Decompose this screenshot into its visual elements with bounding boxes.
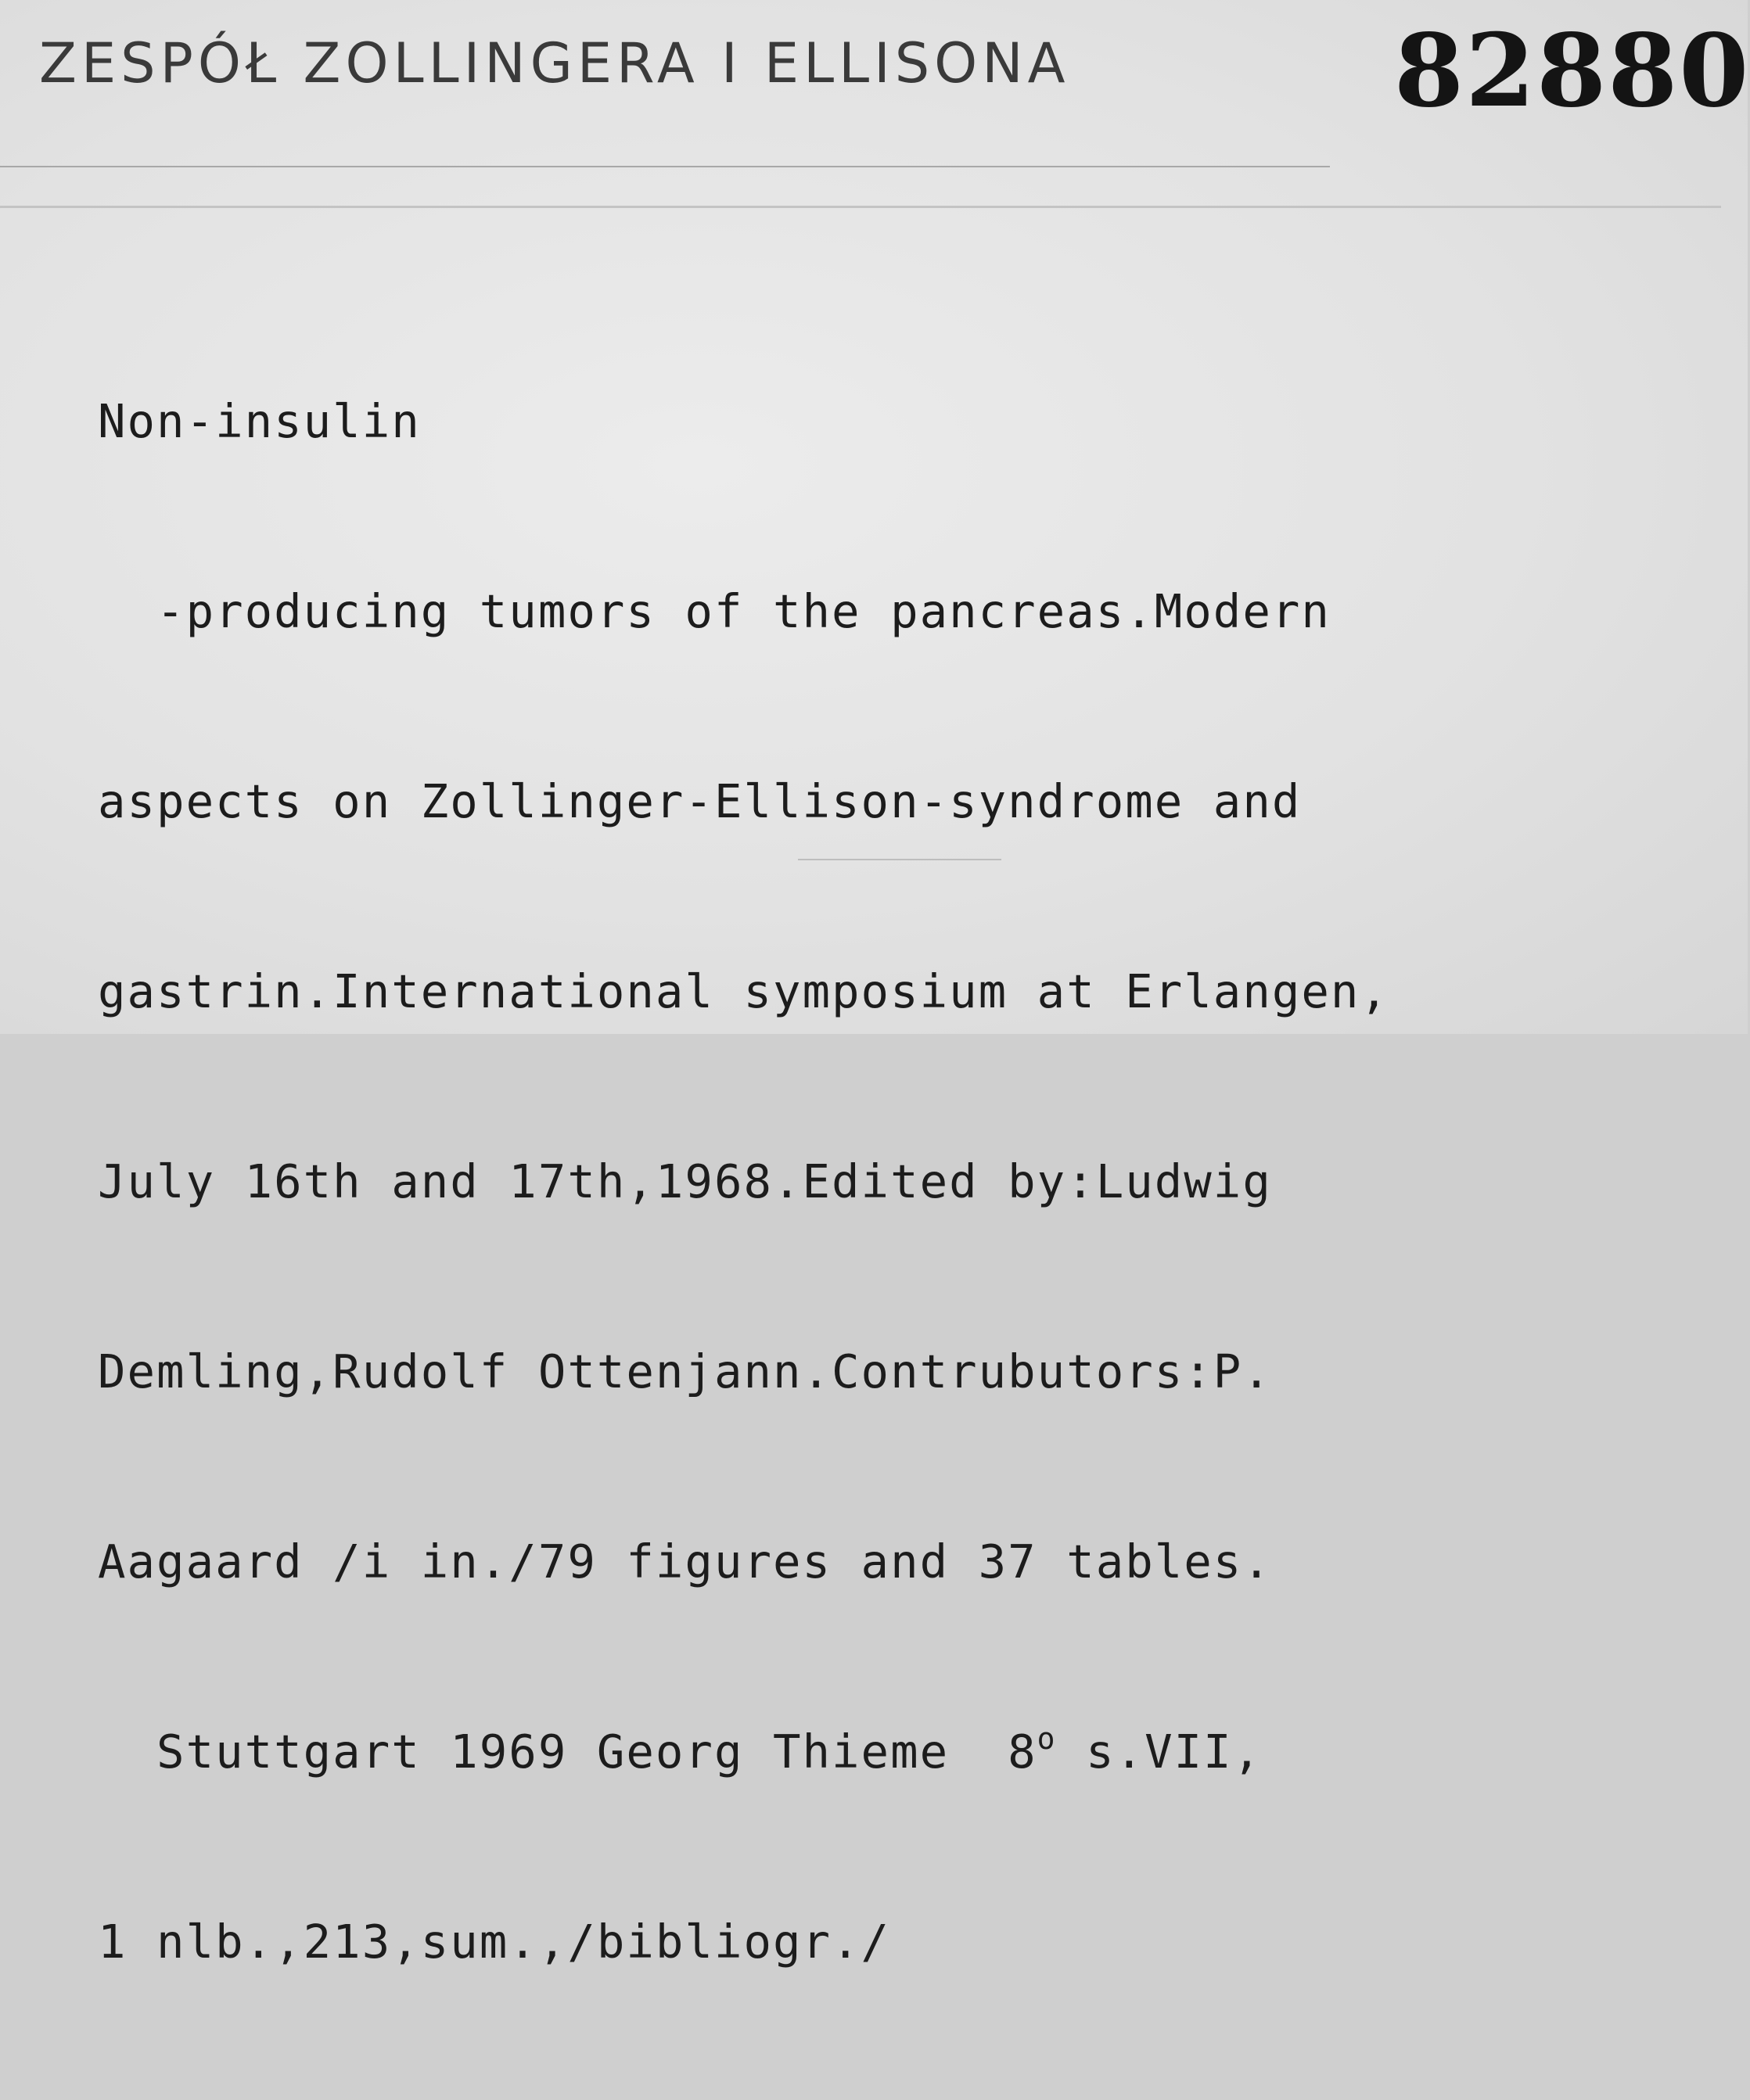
faint-divider-line: [0, 206, 1721, 208]
entry-line-6: Demling,Rudolf Ottenjann.Contrubutors:P.: [98, 1344, 1272, 1398]
entry-line-9: 1 nlb.,213,sum.,/bibliogr./: [98, 1915, 891, 1969]
subject-heading: ZESPÓŁ ZOLLINGERA I ELLISONA: [39, 31, 1070, 95]
format-superscript: o: [1037, 1721, 1057, 1756]
entry-line-2: -producing tumors of the pancreas.Modern: [98, 584, 1331, 638]
faint-mark-line: [798, 859, 1001, 860]
entry-line-3: aspects on Zollinger-Ellison-syndrome and: [98, 774, 1302, 828]
entry-line-8: [98, 1720, 1741, 1783]
entry-line-1: Non-insulin: [98, 394, 421, 448]
entry-line-5: July 16th and 17th,1968.Edited by:Ludwig: [98, 1154, 1272, 1208]
entry-line-7: Aagaard /i in./79 figures and 37 tables.: [98, 1535, 1272, 1588]
entry-line-4: gastrin.International symposium at Erlangen,: [98, 964, 1389, 1018]
imprint-text: Stuttgart 1969 Georg Thieme 8: [98, 1725, 1037, 1779]
catalog-number: 82880: [1394, 13, 1750, 130]
divider-line: [0, 166, 1330, 167]
format-suffix: s.VII,: [1056, 1725, 1263, 1779]
bibliographic-entry: [98, 263, 1741, 2100]
